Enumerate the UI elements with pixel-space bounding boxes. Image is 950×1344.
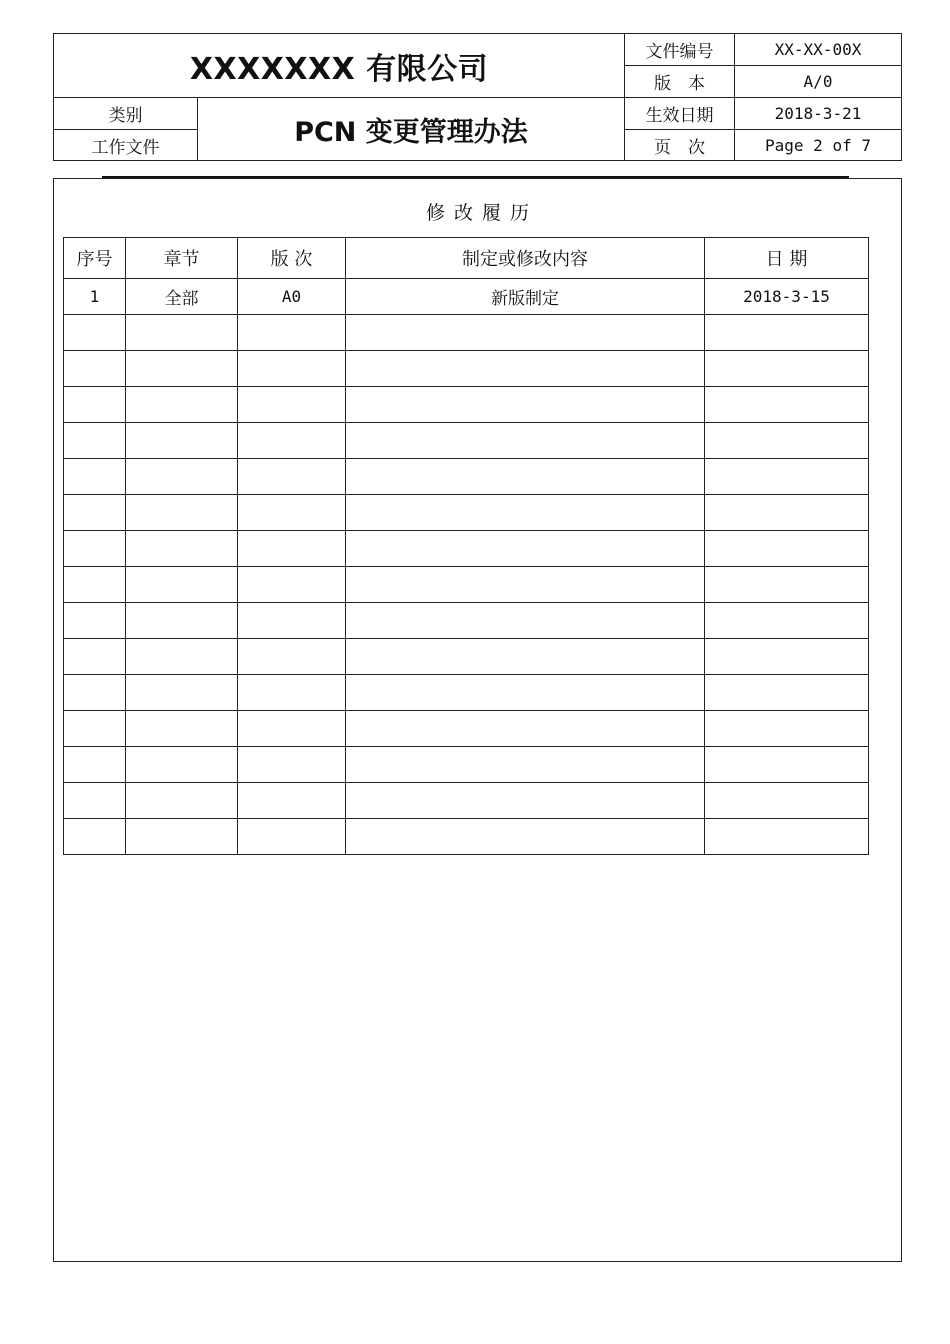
cell-seq <box>64 459 126 495</box>
table-row <box>64 495 869 531</box>
cell-section <box>126 423 238 459</box>
company-name: XXXXXXX 有限公司 <box>54 34 625 98</box>
cell-section <box>126 351 238 387</box>
table-header-row <box>64 238 869 279</box>
table-row <box>64 747 869 783</box>
cell-section <box>126 603 238 639</box>
cell-version <box>238 783 346 819</box>
cell-seq <box>64 783 126 819</box>
cell-date <box>705 819 869 855</box>
cell-content <box>346 531 705 567</box>
revision-history-title: 修改履历 <box>425 202 538 224</box>
table-row <box>64 387 869 423</box>
cell-date <box>705 783 869 819</box>
cell-version <box>238 387 346 423</box>
cell-version <box>238 531 346 567</box>
table-row <box>64 639 869 675</box>
cell-content <box>346 639 705 675</box>
page-number: Page 2 of 7 <box>765 135 871 155</box>
cell-seq <box>64 675 126 711</box>
cell-seq: 1 <box>64 279 126 315</box>
cell-version <box>238 711 346 747</box>
cell-date <box>705 711 869 747</box>
cell-content <box>346 459 705 495</box>
table-row <box>64 603 869 639</box>
table-row <box>64 819 869 855</box>
cell-version <box>238 495 346 531</box>
cell-version <box>238 603 346 639</box>
cell-date <box>705 423 869 459</box>
cell-content <box>346 783 705 819</box>
column-header-date: 日 期 <box>705 238 869 279</box>
cell-section <box>126 459 238 495</box>
cell-seq <box>64 747 126 783</box>
cell-content <box>346 351 705 387</box>
cell-content <box>346 315 705 351</box>
column-header-content: 制定或修改内容 <box>346 238 705 279</box>
cell-seq <box>64 603 126 639</box>
cell-seq <box>64 711 126 747</box>
document-title: PCN 变更管理办法 <box>198 98 625 160</box>
cell-version <box>238 351 346 387</box>
cell-seq <box>64 387 126 423</box>
cell-version <box>238 423 346 459</box>
cell-date <box>705 387 869 423</box>
cell-content <box>346 423 705 459</box>
cell-section: 全部 <box>126 279 238 315</box>
effective-date-label: 生效日期 <box>625 98 735 130</box>
cell-content <box>346 675 705 711</box>
version-value: A/0 <box>735 66 901 98</box>
cell-version: A0 <box>238 279 346 315</box>
cell-seq <box>64 531 126 567</box>
column-header-seq: 序号 <box>64 238 126 279</box>
cell-date <box>705 315 869 351</box>
cell-section <box>126 675 238 711</box>
cell-section <box>126 387 238 423</box>
table-row <box>64 315 869 351</box>
cell-content <box>346 711 705 747</box>
cell-seq <box>64 819 126 855</box>
cell-seq <box>64 351 126 387</box>
cell-section <box>126 747 238 783</box>
cell-version <box>238 315 346 351</box>
cell-content <box>346 819 705 855</box>
cell-seq <box>64 639 126 675</box>
cell-content <box>346 747 705 783</box>
header-divider-line <box>102 176 849 178</box>
revision-history-table <box>63 237 869 855</box>
category-label: 类别 <box>54 98 198 130</box>
cell-content <box>346 567 705 603</box>
cell-date <box>705 351 869 387</box>
cell-version <box>238 819 346 855</box>
cell-section <box>126 819 238 855</box>
table-row <box>64 531 869 567</box>
cell-version <box>238 459 346 495</box>
table-row <box>64 783 869 819</box>
cell-content <box>346 603 705 639</box>
cell-section <box>126 315 238 351</box>
doc-number-value: XX-XX-00X <box>735 34 901 66</box>
cell-date <box>705 495 869 531</box>
cell-seq <box>64 423 126 459</box>
version-label: 版 本 <box>625 66 735 98</box>
effective-date-value: 2018-3-21 <box>735 98 901 130</box>
cell-version <box>238 747 346 783</box>
cell-section <box>126 711 238 747</box>
cell-version <box>238 639 346 675</box>
cell-content <box>346 495 705 531</box>
category-value: 工作文件 <box>54 130 198 160</box>
table-row <box>64 675 869 711</box>
cell-date <box>705 567 869 603</box>
table-row <box>64 567 869 603</box>
cell-date <box>705 639 869 675</box>
cell-content <box>346 387 705 423</box>
column-header-section: 章节 <box>126 238 238 279</box>
cell-date <box>705 459 869 495</box>
table-row <box>64 351 869 387</box>
cell-date <box>705 531 869 567</box>
cell-version <box>238 567 346 603</box>
cell-date <box>705 747 869 783</box>
cell-date <box>705 603 869 639</box>
cell-seq <box>64 567 126 603</box>
cell-seq <box>64 315 126 351</box>
document-header <box>53 33 902 161</box>
cell-version <box>238 675 346 711</box>
table-row <box>64 711 869 747</box>
cell-section <box>126 639 238 675</box>
column-header-version: 版 次 <box>238 238 346 279</box>
cell-section <box>126 531 238 567</box>
doc-number-label: 文件编号 <box>625 34 735 66</box>
cell-section <box>126 495 238 531</box>
cell-seq <box>64 495 126 531</box>
cell-section <box>126 567 238 603</box>
table-row <box>64 423 869 459</box>
cell-date: 2018-3-15 <box>705 279 869 315</box>
page-label: 页 次 <box>625 130 735 160</box>
cell-date <box>705 675 869 711</box>
cell-section <box>126 783 238 819</box>
table-row <box>64 279 869 315</box>
table-row <box>64 459 869 495</box>
revision-rows <box>64 279 869 855</box>
cell-content: 新版制定 <box>346 279 705 315</box>
